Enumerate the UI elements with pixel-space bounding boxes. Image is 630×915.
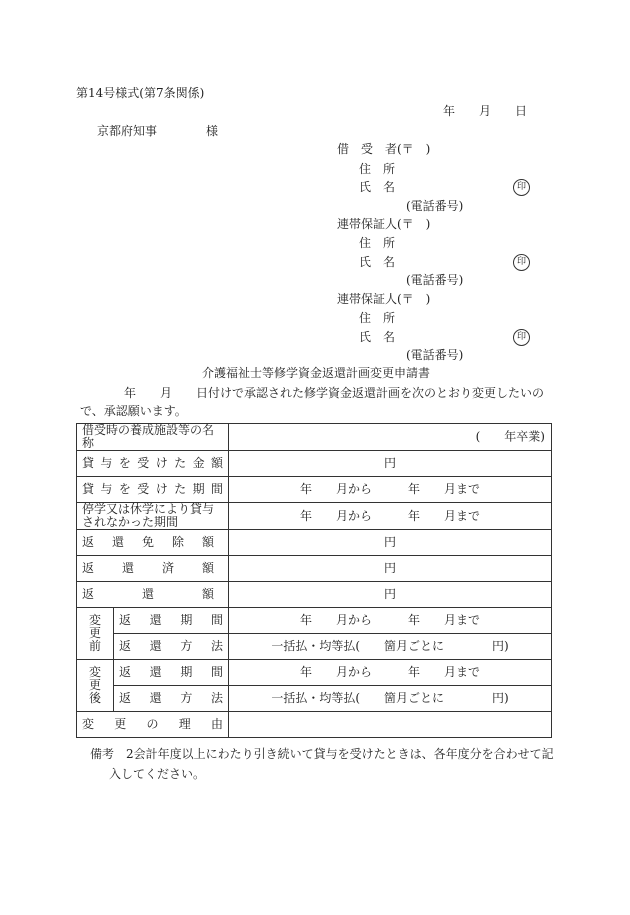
body-line-2: で、承認願います。 (80, 404, 187, 418)
table-row (77, 582, 552, 608)
reason-label: 変更の理由 (77, 712, 229, 738)
table-row (77, 712, 552, 738)
table-row (77, 530, 552, 556)
seal-icon: 印 (513, 329, 530, 346)
amount-value[interactable]: 円 (229, 451, 552, 477)
before-change-label: 変更前 (77, 608, 114, 660)
addressee-suffix: 様 (206, 124, 219, 138)
after-change-label: 変更後 (77, 660, 114, 712)
addressee: 京都府知事 (97, 124, 158, 138)
note-line-1: 備考 2会計年度以上にわたり引き続いて貸与を受けたときは、各年度分を合わせて記 (90, 747, 554, 761)
seal-icon: 印 (513, 254, 530, 271)
after-repay-method-value[interactable]: 一括払・均等払( 箇月ごとに 円) (229, 686, 552, 712)
guarantor2-address-label: 住 所 (359, 311, 396, 325)
guarantor1-name-label: 氏 名 (359, 255, 396, 269)
guarantor1-label: 連帯保証人(〒 ) (337, 217, 431, 231)
guarantor2-name-label: 氏 名 (359, 330, 396, 344)
table-row (77, 608, 552, 634)
repaid-value[interactable]: 円 (229, 556, 552, 582)
before-repay-method-label: 返還方法 (114, 634, 229, 660)
plan-table (76, 423, 552, 738)
after-repay-method-label: 返還方法 (114, 686, 229, 712)
repay-label: 返還額 (77, 582, 229, 608)
facility-value-cell[interactable] (229, 424, 552, 451)
before-repay-method-value[interactable]: 一括払・均等払( 箇月ごとに 円) (229, 634, 552, 660)
exempt-value[interactable]: 円 (229, 530, 552, 556)
table-row (77, 556, 552, 582)
suspend-label: 停学又は休学により貸与されなかった期間 (77, 503, 229, 530)
before-repay-period-label: 返還期間 (114, 608, 229, 634)
borrower-address-label: 住 所 (359, 162, 396, 176)
table-row (77, 660, 552, 686)
borrower-name-label: 氏 名 (359, 180, 396, 194)
guarantor1-address-label: 住 所 (359, 236, 396, 250)
date-line: 年 月 日 (443, 104, 528, 118)
repay-value[interactable]: 円 (229, 582, 552, 608)
form-number: 第14号様式(第7条関係) (76, 86, 205, 100)
borrower-label: 借 受 者(〒 ) (337, 142, 431, 156)
after-repay-period-label: 返還期間 (114, 660, 229, 686)
facility-label: 借受時の養成施設等の名称 (77, 424, 229, 451)
table-row (77, 686, 552, 712)
table-row (77, 634, 552, 660)
before-repay-period-value[interactable]: 年 月から 年 月まで (229, 608, 552, 634)
table-row (77, 503, 552, 530)
repaid-label: 返還済額 (77, 556, 229, 582)
suspend-value[interactable]: 年 月から 年 月まで (229, 503, 552, 530)
table-row (77, 477, 552, 503)
table-row (77, 451, 552, 477)
table-row (77, 424, 552, 451)
note-line-2: 入してください。 (109, 767, 206, 781)
after-repay-period-value[interactable]: 年 月から 年 月まで (229, 660, 552, 686)
seal-icon: 印 (513, 179, 530, 196)
period-value[interactable]: 年 月から 年 月まで (229, 477, 552, 503)
borrower-phone-label: (電話番号) (406, 199, 464, 213)
guarantor2-phone-label: (電話番号) (406, 348, 464, 362)
document-title: 介護福祉士等修学資金返還計画変更申請書 (202, 366, 431, 380)
amount-label: 貸与を受けた金額 (77, 451, 229, 477)
graduation-year: ( 年卒業) (475, 429, 545, 444)
guarantor1-phone-label: (電話番号) (406, 273, 464, 287)
body-line-1: 年 月 日付けで承認された修学資金返還計画を次のとおり変更したいの (124, 386, 545, 400)
period-label: 貸与を受けた期間 (77, 477, 229, 503)
guarantor2-label: 連帯保証人(〒 ) (337, 292, 431, 306)
exempt-label: 返還免除額 (77, 530, 229, 556)
reason-value[interactable] (229, 712, 552, 738)
